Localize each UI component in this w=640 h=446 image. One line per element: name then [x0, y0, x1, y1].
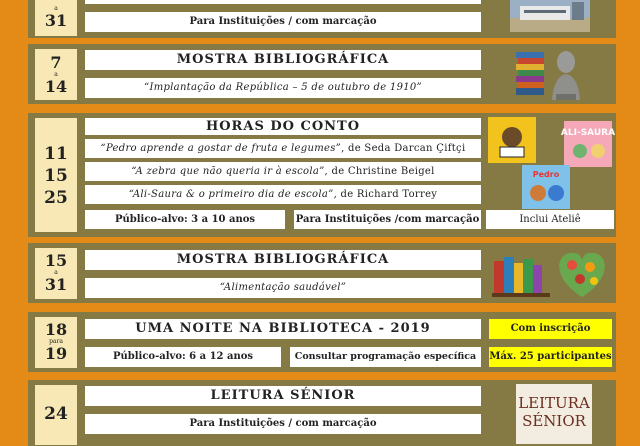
- event-dates: [35, 385, 77, 445]
- story-author: , de Seda Darcan Çiftçi: [341, 143, 466, 154]
- audience-label: Público-alvo: 6 a 12 anos: [85, 347, 281, 367]
- cover-title: ALI-SAURA: [560, 128, 616, 138]
- institutions-note: Para Instituições / com marcação: [85, 414, 481, 434]
- event-title: MOSTRA BIBLIOGRÁFICA: [85, 250, 481, 270]
- event-panel-2: [28, 113, 616, 237]
- event-dates: 18 para 19: [35, 317, 77, 368]
- story-author: , de Richard Torrey: [333, 189, 438, 200]
- cover-title-2: Pedro: [532, 170, 560, 179]
- date-start: 7: [50, 53, 62, 72]
- registration-badge: Com inscrição: [489, 319, 612, 339]
- institutions-note: Para Instituições /com marcação: [294, 210, 481, 229]
- date-end: 14: [44, 77, 68, 96]
- date-start: 15: [44, 251, 68, 270]
- story-title: “A zebra que não queria ir à escola”: [131, 166, 325, 177]
- date-1: 11: [44, 144, 68, 164]
- date-end: 31: [44, 11, 68, 30]
- event-panel-3: [28, 243, 616, 303]
- event-panel-4: [28, 312, 616, 372]
- program-note: Consultar programação específica: [290, 347, 481, 367]
- leitura-senior-logo: [516, 384, 592, 444]
- event-panel-0: [28, 0, 616, 38]
- event-panel-5: [28, 380, 616, 446]
- event-dates: 7 a 14: [35, 49, 77, 100]
- story-title: “Pedro aprende a gostar de fruta e legumes”: [100, 143, 342, 154]
- event-title: MOSTRA BIBLIOGRÁFICA: [85, 50, 481, 70]
- story-author: , de Christine Beigel: [324, 166, 435, 177]
- institutions-note: Para Instituições / com marcação: [85, 12, 481, 32]
- max-participants-badge: Máx. 25 participantes: [489, 347, 612, 367]
- event-panel-1: [28, 44, 616, 104]
- story-1: [85, 139, 481, 158]
- date-start: 18: [44, 320, 68, 339]
- date-single: 24: [44, 404, 68, 424]
- event-subtitle: “Implantação da República – 5 de outubro de 1910”: [85, 78, 481, 98]
- event-dates: a 31: [35, 0, 77, 36]
- building-photo: [510, 0, 590, 32]
- event-title: HORAS DO CONTO: [85, 118, 481, 135]
- audience-label: Público-alvo: 3 a 10 anos: [85, 210, 285, 229]
- event-title: LEITURA SÉNIOR: [85, 386, 481, 406]
- date-end: 19: [44, 344, 68, 363]
- books-and-vegetables-image: [490, 247, 614, 299]
- story-2: [85, 162, 481, 181]
- date-end: 31: [44, 275, 68, 294]
- event-dates: [35, 118, 77, 232]
- logo-line-1: LEITURA: [518, 394, 590, 412]
- date-2: 15: [44, 166, 68, 186]
- date-3: 25: [44, 188, 68, 208]
- event-title: UMA NOITE NA BIBLIOTECA - 2019: [85, 319, 481, 339]
- book-covers-image: [486, 115, 616, 209]
- logo-line-2: SÉNIOR: [522, 412, 586, 430]
- story-3: [85, 185, 481, 204]
- event-dates: 15 a 31: [35, 248, 77, 299]
- event-title-bar: [85, 0, 481, 4]
- books-and-bust-image: [514, 46, 584, 102]
- extra-note: Inclui Ateliê: [486, 210, 614, 229]
- story-title: “Ali-Saura & o primeiro dia de escola”: [128, 189, 334, 200]
- event-subtitle: “Alimentação saudável”: [85, 278, 481, 298]
